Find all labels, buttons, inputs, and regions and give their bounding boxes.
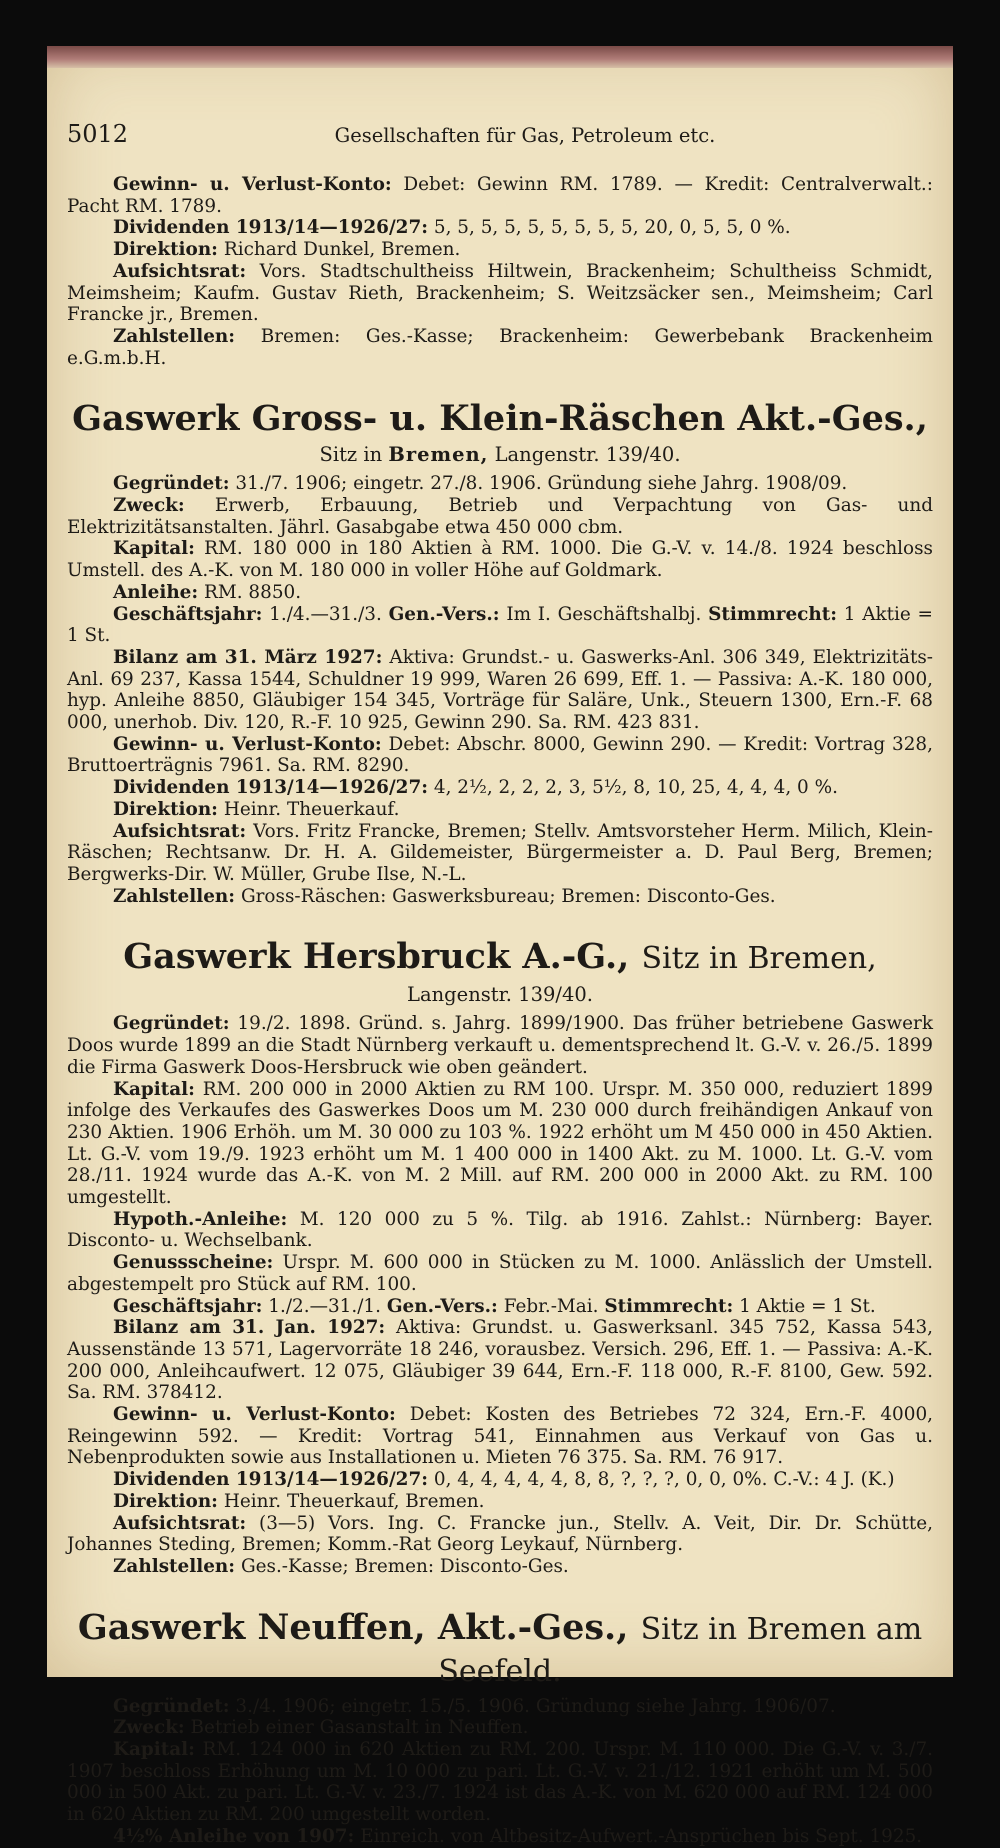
fiscal-para [67,604,933,647]
capital-text: RM. 180 000 in 180 Aktien à RM. 1000. Die G.-V. v. 14./8. 1924 beschloss Umstell. des A.-K. von M. 180 000 in voller Höhe auf Goldmark. [67,538,933,582]
fiscal-year-text: 1./4.—31./3. [269,603,382,625]
guv-text: Debet: Gewinn RM. 1789. — Kredit: Centralverwalt.: Pacht RM. 1789. [67,174,933,217]
capital-label: Kapital: [113,538,195,560]
entry-title-line [67,937,933,979]
capital-para [67,538,933,581]
mortgage-loan-label: Hypoth.-Anleihe: [113,1208,288,1230]
paying-agents-label: Zahlstellen: [113,325,236,347]
voting-right-text: 1 Aktie = 1 St. [67,603,933,647]
balance-text: Aktiva: Grundst. u. Gaswerksanl. 345 752, Kassa 543, Aussenstände 13 571, Lagervorräte 18 246, vorausbez. Versich. 296, Eff. 1. — Passiva: A.-K. 200 000, Anleihcaufwert. 12 075, Gläubiger 39 644, Ern.-F. 118 000, R.-F. 8100, Gew. 592. Sa. RM. 378412. [67,1317,933,1404]
loan-label: 4½% Anleihe von 1907: [113,1825,355,1847]
board-text: (3—5) Vors. Ing. C. Francke jun., Stellv. A. Veit, Dir. Dr. Schütte, Johannes Steding, Bremen; Komm.-Rat Georg Leykauf, Nürnberg. [67,1512,933,1556]
loan-para [67,1826,933,1848]
purpose-para [67,495,933,538]
general-meeting-label: Gen.-Vers.: [388,603,500,625]
paying-agents-label: Zahlstellen: [113,885,236,907]
paying-agents-text: Gross-Räschen: Gaswerksbureau; Bremen: Disconto-Ges. [240,885,776,907]
board-text: Vors. Fritz Francke, Bremen; Stellv. Amtsvorsteher Herm. Milich, Klein-Räschen; Rechtsanw. Dr. H. A. Gildemeister, Bürgermeister a. D. Paul Berg, Bremen; Bergwerks-Dir. W. Müller, Grube Ilse, N.-L. [67,820,933,885]
founded-label: Gegründet: [113,1013,230,1035]
balance-text: Aktiva: Grundst.- u. Gaswerks-Anl. 306 349, Elektrizitäts-Anl. 69 237, Kassa 1544, Schuldner 19 999, Waren 26 699, Eff. 1. — Passiva: A.-K. 180 000, hyp. Anleihe 8850, Gläubiger 154 345, Vorträge für Saläre, Unk., Steuern 1300, Ern.-F. 68 000, unerhob. Div. 120, R.-F. 10 925, Gewinn 290. Sa. RM. 423 831. [67,646,933,734]
capital-text: RM. 200 000 in 2000 Aktien zu RM 100. Urspr. M. 350 000, reduziert 1899 infolge des Verkaufes des Gaswerkes Doos um M. 230 000 durch freihändigen Ankauf von 230 Aktien. 1906 Erhöh. um M. 30 000 zu 103 %. 1922 erhöht um M 450 000 in 450 Aktien. Lt. G.-V. vom 19./9. 1923 erhöht um M. 1 400 000 in 1400 Akt. zu M. 1000. Lt. G.-V. vom 28./11. 1924 wurde das A.-K. von M. 2 Mill. auf RM. 200 000 in 2000 Akt. zu RM. 100 umgestellt. [67,1078,933,1209]
founded-text: 19./2. 1898. Gründ. s. Jahrg. 1899/1900. Das früher betriebene Gaswerk Doos wurde 1899 an die Stadt Nürnberg verkauft u. dementsprechend lt. G.-V. v. 26./5. 1899 die Firma Gaswerk Doos-Hersbruck wie oben geändert. [67,1013,933,1078]
direction-label: Direktion: [113,1490,218,1512]
profit-shares-label: Genussscheine: [113,1252,274,1274]
fiscal-year-label: Geschäftsjahr: [113,603,263,625]
board-para [67,821,933,886]
entry-title: Gaswerk Neuffen, Akt.-Ges., [77,1606,629,1648]
capital-label: Kapital: [113,1078,195,1100]
balance-label: Bilanz am 31. Jan. 1927: [113,1317,386,1339]
voting-right-text: 1 Aktie = 1 St. [739,1295,876,1317]
entry-title: Gaswerk Gross- u. Klein-Räschen Akt.-Ges., [72,398,928,440]
loan-label: Anleihe: [113,581,199,603]
guv-para [67,174,933,217]
capital-para [67,1079,933,1209]
paying-agents-text: Ges.-Kasse; Bremen: Disconto-Ges. [240,1555,569,1577]
guv-label: Gewinn- u. Verlust-Konto: [113,733,382,755]
loan-text: RM. 8850. [204,581,302,603]
board-para [67,261,933,326]
general-meeting-text: Febr.-Mai. [503,1295,599,1317]
purpose-para [67,1717,933,1739]
page-header: Gesellschaften für Gas, Petroleum etc. [334,124,716,147]
general-meeting-label: Gen.-Vers.: [386,1295,498,1317]
purpose-text: Betrieb einer Gasanstalt in Neuffen. [190,1717,529,1739]
board-label: Aufsichtsrat: [113,260,247,282]
capital-text: RM. 124 000 in 620 Aktien zu RM. 200. Urspr. M. 110 000. Die G.-V. v. 3./7. 1907 beschloss Erhöhung um M. 10 000 zu pari. Lt. G.-V. v. 21./12. 1921 erhöht um M. 500 000 in 500 Akt. zu pari. Lt. G.-V. v. 23./7. 1924 ist das A.-K. von M. 620 000 auf RM. 124 000 in 620 Aktien zu RM. 200 umgestellt worden. [67,1739,933,1826]
direction-text: Richard Dunkel, Bremen. [223,239,461,261]
entry-title-seat: Sitz in Bremen am Seefeld. [438,1611,923,1689]
board-label: Aufsichtsrat: [113,820,247,842]
founded-text: 3./4. 1906; eingetr. 15./5. 1906. Gründung siehe Jahrg. 1906/07. [235,1695,836,1717]
profit-shares-text: Urspr. M. 600 000 in Stücken zu M. 1000. Anlässlich der Umstell. abgestempelt pro Stück auf RM. 100. [67,1252,933,1295]
dividends-text: 0, 4, 4, 4, 4, 4, 8, 8, ?, ?, ?, 0, 0, 0%. C.-V.: 4 J. (K.) [433,1469,895,1491]
founded-text: 31./7. 1906; eingetr. 27./8. 1906. Gründung siehe Jahrg. 1908/09. [235,473,848,495]
board-label: Aufsichtsrat: [113,1512,247,1534]
board-para [67,1513,933,1556]
running-head [67,120,933,166]
entry-gaswerk-neuffen [67,1608,933,1848]
guv-para [67,734,933,777]
dividends-text: 5, 5, 5, 5, 5, 5, 5, 5, 5, 20, 0, 5, 5, 0 %. [433,217,791,239]
capital-label: Kapital: [113,1739,195,1761]
loan-text: Einreich. von Altbesitz-Aufwert.-Ansprüchen bis Sept. 1925. [360,1825,923,1847]
prev-entry [67,174,933,369]
guv-text: Debet: Kosten des Betriebes 72 324, Ern.-F. 4000, Reingewinn 592. — Kredit: Vortrag 541, Einnahmen aus Verkauf von Gas u. Nebenprodukten sowie aus Installationen u. Mieten 76 375. Sa. RM. 76 917. [67,1404,933,1469]
guv-label: Gewinn- u. Verlust-Konto: [113,1404,396,1426]
mortgage-loan-para [67,1209,933,1252]
entry-seat [67,443,933,467]
entry-title-seat: Sitz in Bremen, [641,941,877,977]
dividends-label: Dividenden 1913/14—1926/27: [113,1469,429,1491]
paying-agents-text: Bremen: Ges.-Kasse; Brackenheim: Gewerbebank Brackenheim e.G.m.b.H. [67,325,933,369]
direction-label: Direktion: [113,798,218,820]
founded-label: Gegründet: [113,473,230,495]
founded-para [67,473,933,495]
fiscal-year-label: Geschäftsjahr: [113,1295,263,1317]
dividends-label: Dividenden 1913/14—1926/27: [113,217,429,239]
balance-label: Bilanz am 31. März 1927: [113,646,383,668]
founded-label: Gegründet: [113,1695,230,1717]
voting-right-label: Stimmrecht: [604,1295,734,1317]
founded-para [67,1696,933,1718]
paying-agents-para [67,886,933,908]
profit-shares-para [67,1252,933,1295]
dividends-text: 4, 2½, 2, 2, 2, 3, 5½, 8, 10, 25, 4, 4, 4, 0 %. [433,777,838,799]
board-text: Vors. Stadtschultheiss Hiltwein, Brackenheim; Schultheiss Schmidt, Meimsheim; Kaufm. Gustav Rieth, Brackenheim; S. Weitzsäcker sen., Meimsheim; Carl Francke jr., Bremen. [67,260,933,326]
capital-para [67,1739,933,1826]
purpose-label: Zweck: [113,495,185,517]
voting-right-label: Stimmrecht: [708,603,838,625]
dividends-para [67,1469,933,1491]
direction-label: Direktion: [113,239,218,261]
paying-agents-para [67,1556,933,1578]
paying-agents-para [67,326,933,369]
seat-address: Langenstr. 139/40. [494,443,681,467]
founded-para [67,1013,933,1078]
entry-title: Gaswerk Hersbruck A.-G., [123,936,630,978]
direction-para [67,1491,933,1513]
book-page [47,46,953,1847]
direction-text: Heinr. Theuerkauf, Bremen. [223,1490,485,1512]
general-meeting-text: Im I. Geschäftshalbj. [506,603,702,625]
paying-agents-label: Zahlstellen: [113,1555,236,1577]
page-content [67,120,933,1848]
dividends-para [67,777,933,799]
guv-para [67,1404,933,1469]
direction-para [67,239,933,261]
dividends-label: Dividenden 1913/14—1926/27: [113,777,429,799]
fiscal-para [67,1296,933,1318]
purpose-label: Zweck: [113,1717,185,1739]
entry-gaswerk-hersbruck [67,937,933,1577]
entry-gaswerk-raeschen [67,399,933,907]
mortgage-loan-text: M. 120 000 zu 5 %. Tilg. ab 1916. Zahlst.: Nürnberg: Bayer. Disconto- u. Wechselbank. [67,1208,933,1252]
purpose-text: Erwerb, Erbauung, Betrieb und Verpachtung von Gas- und Elektrizitätsanstalten. Jährl. Gasabgabe etwa 450 000 cbm. [67,495,933,538]
dividends-para [67,217,933,239]
direction-text: Heinr. Theuerkauf. [223,798,400,820]
seat-prefix: Sitz in [319,443,383,467]
balance-para [67,1317,933,1404]
binding-band [47,46,953,68]
guv-text: Debet: Abschr. 8000, Gewinn 290. — Kredit: Vortrag 328, Bruttoerträgnis 7961. Sa. RM. 8290. [67,733,933,777]
entry-address: Langenstr. 139/40. [407,983,593,1007]
fiscal-year-text: 1./2.—31./1. [268,1295,381,1317]
seat-city: Bremen, [388,443,489,467]
direction-para [67,799,933,821]
balance-para [67,647,933,734]
page-number: 5012 [67,120,129,148]
guv-label: Gewinn- u. Verlust-Konto: [113,174,392,195]
loan-para [67,582,933,604]
entry-title-line [67,1608,933,1692]
